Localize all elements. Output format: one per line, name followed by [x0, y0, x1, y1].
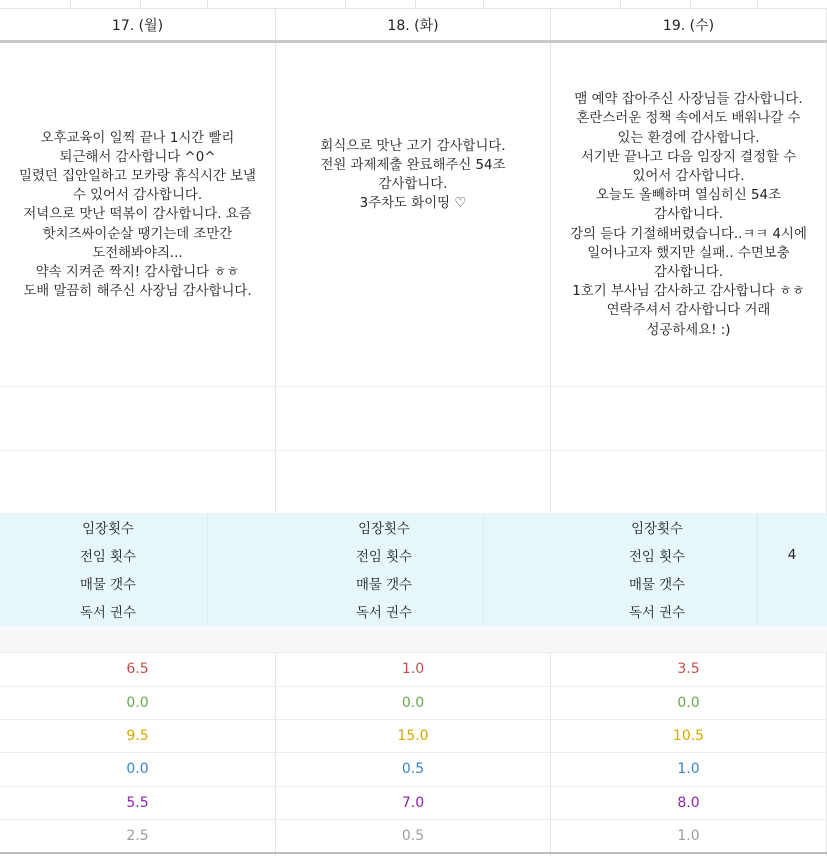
stat-label-books: 독서 권수 — [356, 605, 412, 621]
stat-label-listings: 매물 갯수 — [356, 577, 412, 593]
metric-value-cell[interactable]: 10.5 — [672, 727, 705, 744]
day-header-17[interactable]: 17. (월) — [111, 18, 164, 34]
metric-value-cell[interactable]: 0.5 — [401, 760, 425, 777]
metric-value-cell[interactable]: 0.0 — [126, 760, 149, 777]
metric-value-cell[interactable]: 0.0 — [677, 694, 700, 711]
stat-value-cell[interactable] — [207, 541, 277, 569]
stat-value-cell[interactable] — [483, 541, 553, 569]
stat-label-visits: 임장횟수 — [631, 521, 683, 537]
metric-value-cell[interactable]: 9.5 — [126, 727, 149, 744]
stat-value-cell[interactable] — [483, 569, 553, 597]
stat-label-visits: 임장횟수 — [82, 521, 134, 537]
spacer-row — [0, 626, 827, 652]
bottom-border — [0, 852, 827, 854]
metric-value-cell[interactable]: 5.5 — [126, 794, 149, 811]
metric-value-cell[interactable]: 6.5 — [126, 660, 149, 677]
stat-label-books: 독서 권수 — [80, 605, 136, 621]
stat-label-previsits: 전임 횟수 — [356, 549, 412, 565]
stat-value-cell[interactable]: 4 — [787, 547, 797, 563]
metric-value-cell[interactable]: 1.0 — [401, 660, 425, 677]
gratitude-note-17[interactable]: 오후교육이 일찍 끝나 1시간 빨리 퇴근해서 감사합니다 ^0^ 밀렸던 집안일하고 모카랑 휴식시간 보낼 수 있어서 감사합니다. 저녁으로 맛난 떡볶이 감사합니다. 요즘 핫치즈싸이순살 땡기는데 조만간 도전해봐야즤... 약속 지켜준 짝지! 감사합니다 ㅎㅎ 도배 말끔히 해주신 사장님 감사합니다. — [19, 130, 256, 300]
stat-value-cell[interactable] — [483, 513, 553, 541]
gratitude-note-18[interactable]: 회식으로 맛난 고기 감사합니다. 전원 과제제출 완료해주신 54조 감사합니다. 3주차도 화이띵 ♡ — [320, 138, 506, 212]
metric-value-cell[interactable]: 1.0 — [677, 760, 700, 777]
stat-label-visits: 임장횟수 — [358, 521, 410, 537]
previous-row-strip — [0, 0, 827, 9]
stat-label-books: 독서 권수 — [629, 605, 685, 621]
stat-label-previsits: 전임 횟수 — [629, 549, 685, 565]
stat-value-cell[interactable] — [207, 513, 277, 541]
metric-value-cell[interactable]: 0.0 — [401, 694, 425, 711]
metric-value-cell[interactable]: 0.5 — [401, 827, 425, 844]
stat-value-cell[interactable] — [757, 597, 827, 625]
metric-value-cell[interactable]: 15.0 — [397, 727, 429, 744]
day-header-18[interactable]: 18. (화) — [387, 18, 439, 34]
metric-value-cell[interactable]: 1.0 — [677, 827, 700, 844]
metric-value-cell[interactable]: 0.0 — [126, 694, 149, 711]
stat-label-previsits: 전임 횟수 — [80, 549, 136, 565]
row-divider — [0, 450, 827, 451]
row-divider — [0, 386, 827, 387]
stat-value-cell[interactable] — [757, 569, 827, 597]
metric-value-cell[interactable]: 2.5 — [126, 827, 149, 844]
day-header-19[interactable]: 19. (수) — [662, 18, 715, 34]
metric-value-cell[interactable]: 8.0 — [677, 794, 700, 811]
stat-label-listings: 매물 갯수 — [80, 577, 136, 593]
stat-value-cell[interactable] — [207, 597, 277, 625]
stat-value-cell[interactable] — [757, 513, 827, 541]
metric-value-cell[interactable]: 3.5 — [677, 660, 700, 677]
stat-label-listings: 매물 갯수 — [629, 577, 685, 593]
stat-value-cell[interactable] — [483, 597, 553, 625]
stat-value-cell[interactable] — [207, 569, 277, 597]
gratitude-note-19[interactable]: 맴 예약 잡아주신 사장님들 감사합니다. 혼란스러운 정책 속에서도 배워나갈 수 있는 환경에 감사합니다. 서기반 끝나고 다음 임장지 결정할 수 있어서 감사합니다. 오늘도 올빼하며 열심히신 54조 감사합니다. 강의 듣다 기절해버렸습니다..ㅋㅋ 4시에 일어나고자 했지만 실패.. 수면보충 감사합니다. 1호기 부사님 감사하고 감사합니다 ㅎㅎ 연락주셔서 감사합니다 거래 성공하세요! :) — [570, 92, 807, 338]
metric-value-cell[interactable]: 7.0 — [401, 794, 425, 811]
